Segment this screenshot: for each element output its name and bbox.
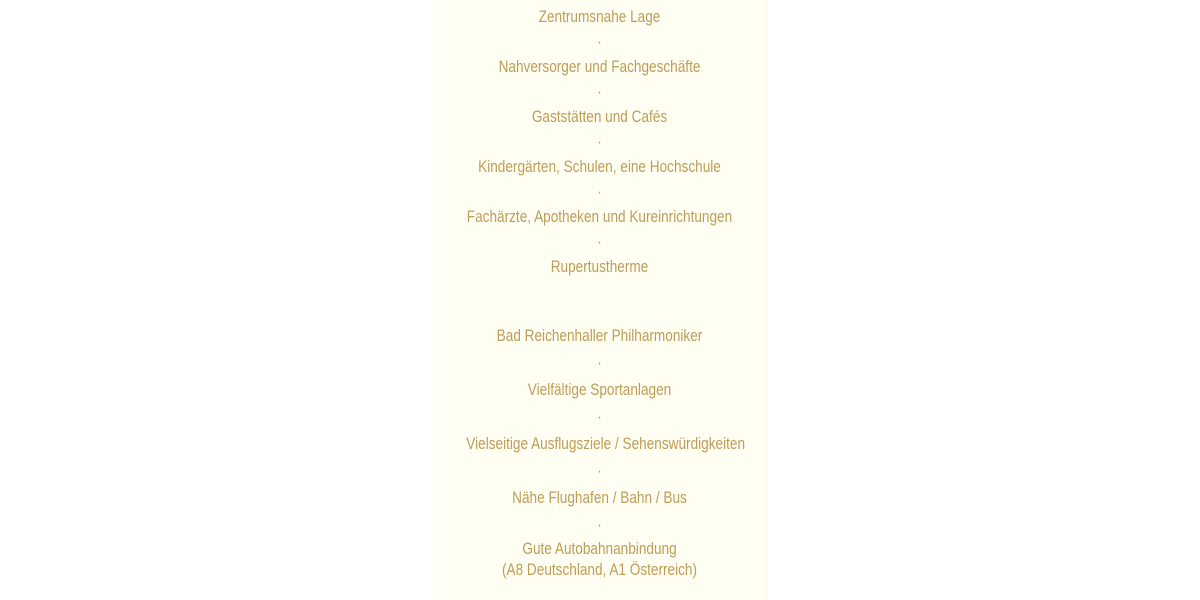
separator-dot: ·	[597, 353, 602, 372]
feature-item: Gaststätten und Cafés	[531, 107, 668, 126]
separator-dot: ·	[597, 515, 602, 534]
separator-dot: ·	[597, 182, 602, 201]
feature-item: Fachärzte, Apotheken und Kureinrichtungen	[466, 207, 733, 226]
separator-dot: ·	[597, 407, 602, 426]
feature-item-multiline	[433, 538, 766, 580]
separator-dot: ·	[597, 82, 602, 101]
feature-item: Rupertustherme	[550, 257, 649, 276]
amenities-group-leisure	[433, 322, 766, 580]
separator-dot: ·	[597, 461, 602, 480]
feature-item: Vielseitige Ausflugsziele / Sehenswürdigkeiten	[466, 434, 746, 453]
separator-dot: ·	[597, 232, 602, 251]
amenities-panel	[433, 0, 767, 600]
feature-item: Nahversorger und Fachgeschäfte	[498, 57, 701, 76]
feature-note: (A8 Deutschland, A1 Österreich)	[501, 560, 698, 579]
separator-dot: ·	[597, 132, 602, 151]
feature-item: Bad Reichenhaller Philharmoniker	[496, 326, 703, 345]
separator-dot: ·	[597, 32, 602, 51]
amenities-group-location	[433, 4, 766, 279]
feature-item: Zentrumsnahe Lage	[538, 7, 661, 26]
feature-item: Kindergärten, Schulen, eine Hochschule	[478, 157, 721, 176]
group-spacer	[433, 279, 766, 322]
feature-item: Gute Autobahnanbindung	[522, 539, 677, 558]
feature-item: Nähe Flughafen / Bahn / Bus	[512, 488, 687, 507]
feature-item: Vielfältige Sportanlagen	[527, 380, 672, 399]
